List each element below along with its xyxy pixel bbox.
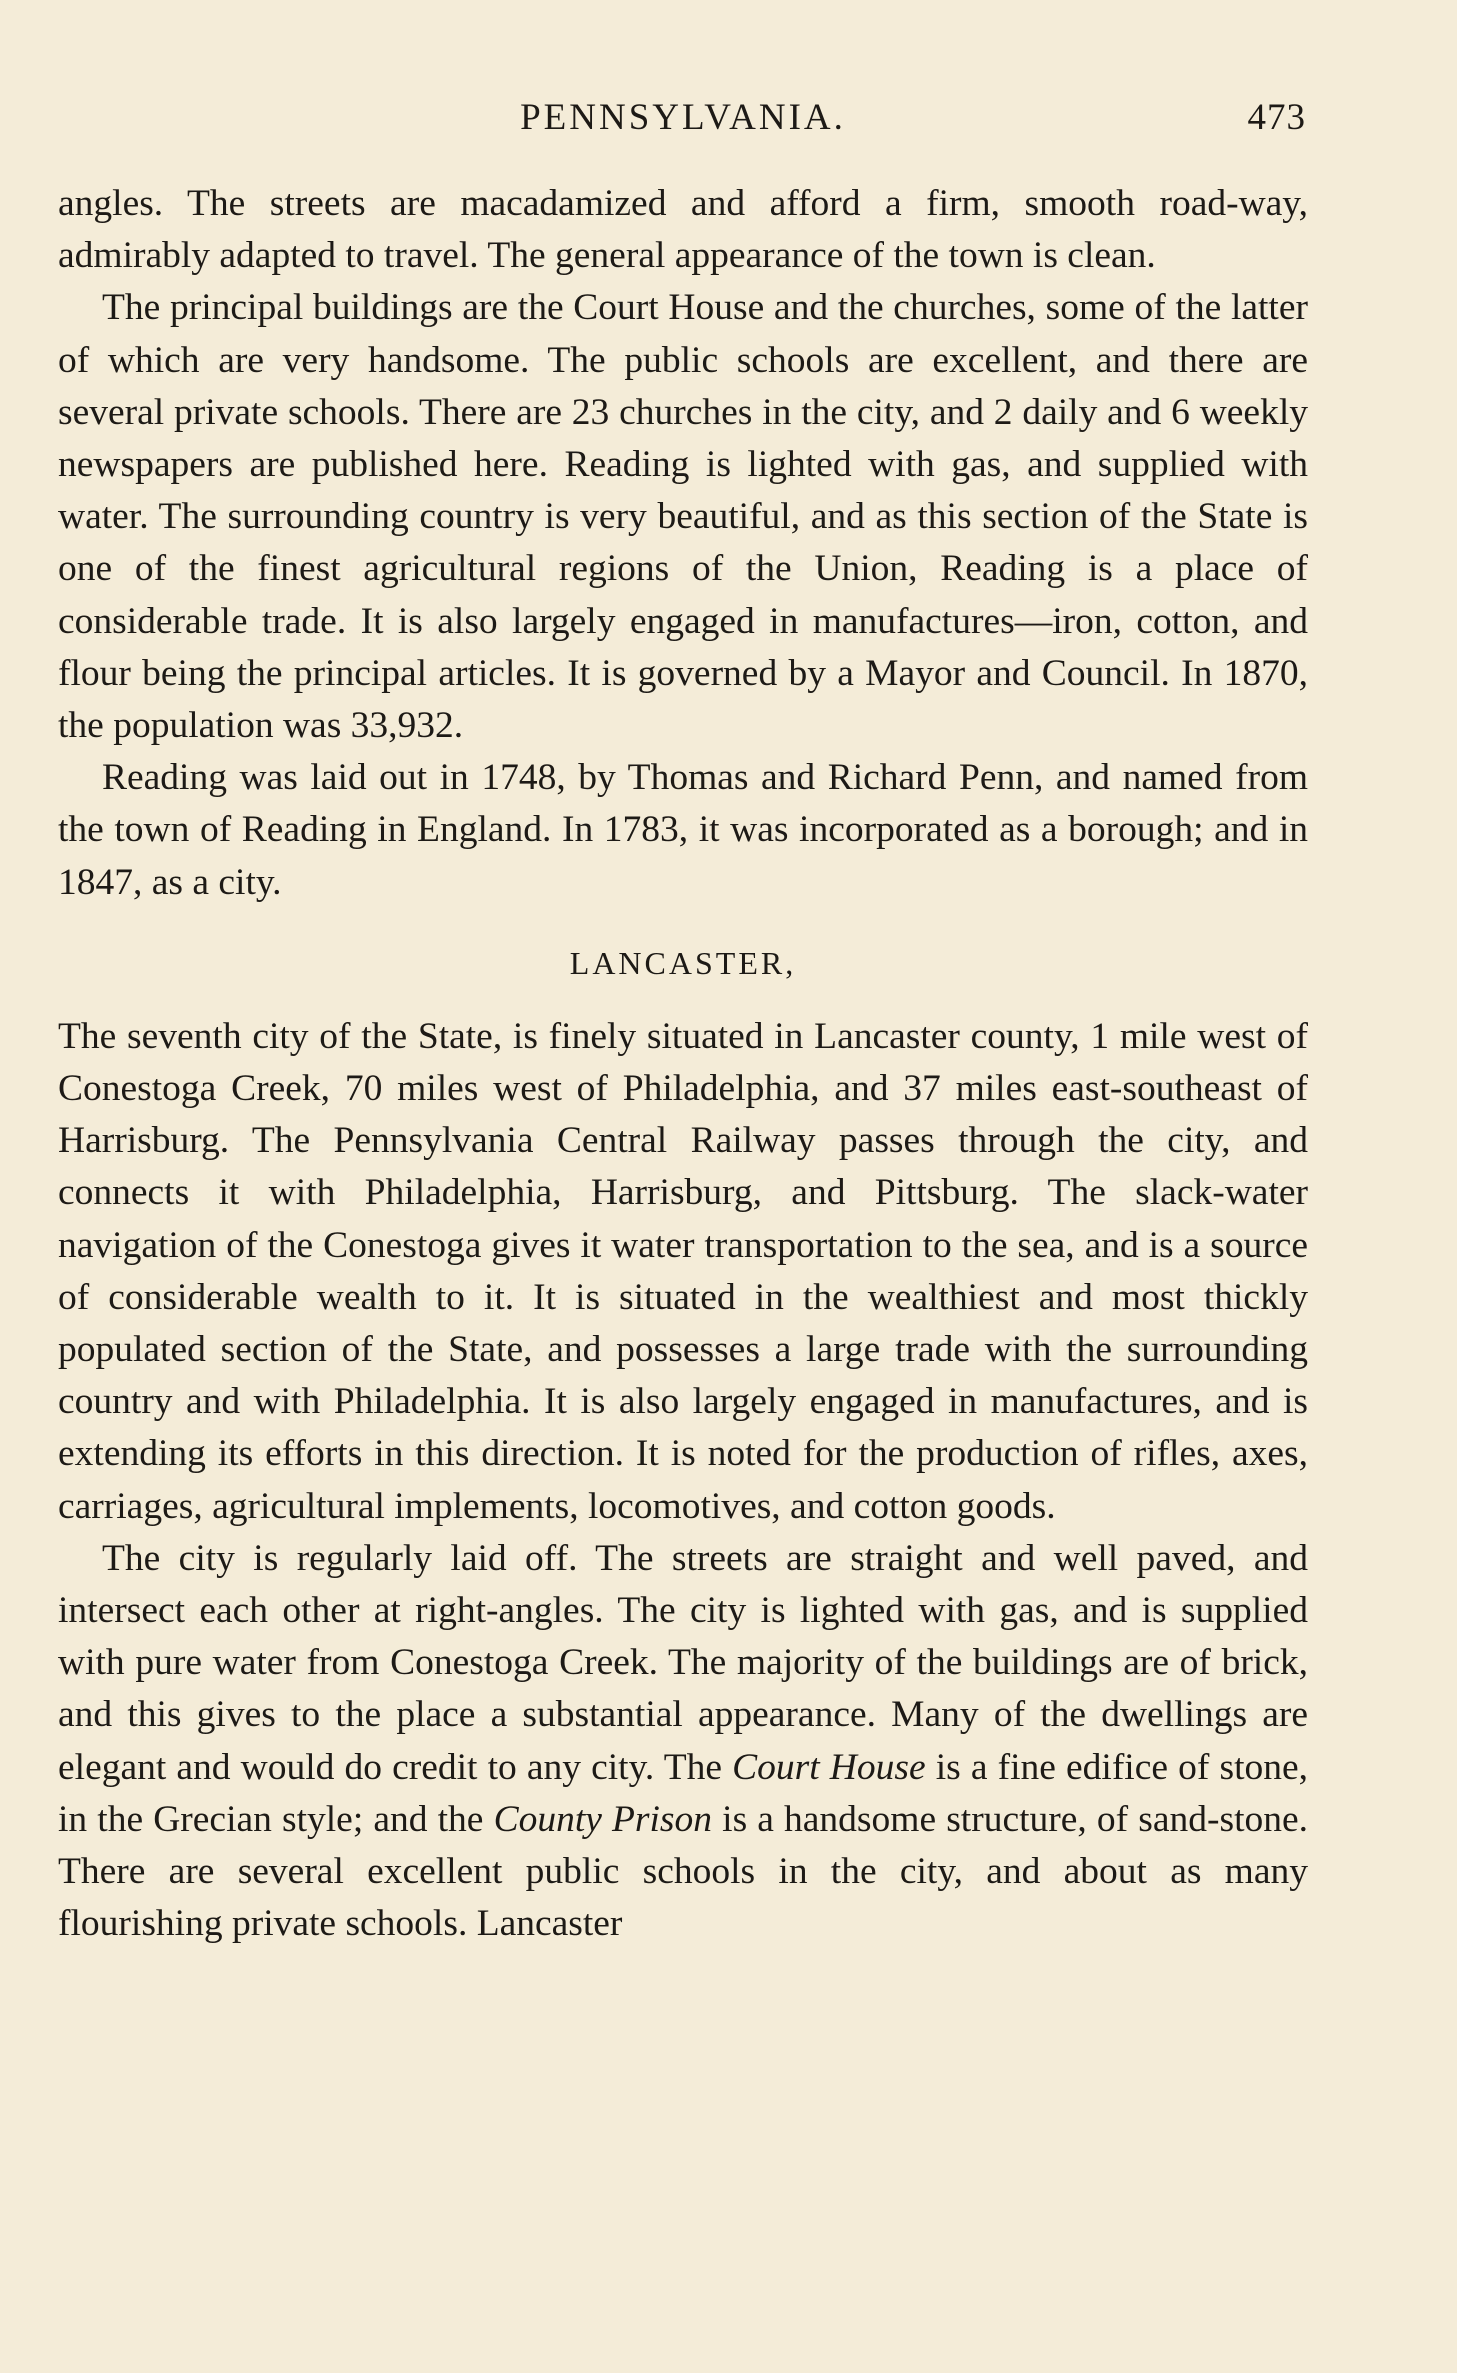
running-head — [58, 96, 1308, 152]
page-number: 473 — [1247, 97, 1306, 138]
italic-county-prison: County Prison — [493, 1798, 713, 1840]
italic-court-house: Court House — [732, 1746, 926, 1788]
paragraph-reading-buildings: The principal buildings are the Court House and the churches, some of the latter of which are very handsome. The public schools are excellent, and there are several private schools. There are 23 churches in the city, and 2 daily and 6 weekly newspapers are published here. Reading is lighted with gas, and supplied with water. The surrounding country is very beautiful, and as this section of the State is one of the finest agricultural regions of the Union, Reading is a place of considerable trade. It is also largely engaged in manufactures—iron, cotton, and flour being the principal articles. It is governed by a Mayor and Council. In 1870, the population was 33,932. — [58, 287, 1308, 747]
body-text — [58, 178, 1308, 1951]
paragraph-reading-history: Reading was laid out in 1748, by Thomas and Richard Penn, and named from the town of Reading in England. In 1783, it was incorporated as a borough; and in 1847, as a city. — [58, 757, 1308, 903]
text-run: is a fine edifice of stone, in the Grecian style; and the — [58, 1746, 1309, 1840]
paragraph-lancaster-city — [58, 1533, 1308, 1951]
running-head-title: PENNSYLVANIA. — [520, 97, 846, 138]
paragraph-lancaster-intro: The seventh city of the State, is finely situated in Lancaster county, 1 mile west of Conestoga Creek, 70 miles west of Philadelphia, and 37 miles east-southeast of Harrisburg. The Pennsylvania Central Railway passes through the city, and connects it with Philadelphia, Harrisburg, and Pittsburg. The slack-water navigation of the Conestoga gives it water transportation to the sea, and is a source of considerable wealth to it. It is situated in the wealthiest and most thickly populated section of the State, and possesses a large trade with the surrounding country and with Philadelphia. It is also largely engaged in manufactures, and is extending its efforts in this direction. It is noted for the production of rifles, axes, carriages, agricultural implements, locomotives, and cotton goods. — [58, 1015, 1308, 1527]
text-run: The city is regularly laid off. The streets are straight and well paved, and intersect each other at right-angles. The city is lighted with gas, and is supplied with pure water from Conestoga Creek. The majority of the buildings are of brick, and this gives to the place a substantial appearance. Many of the dwellings are elegant and would do credit to any city. The — [58, 1537, 1308, 1788]
text-run: is a handsome structure, of sand-stone. There are several excellent public schools in the city, and about as many flourishing private schools. Lancaster — [58, 1798, 1309, 1945]
section-heading: LANCASTER, — [569, 944, 797, 981]
book-page — [58, 96, 1308, 2336]
paragraph-continuation: angles. The streets are macadamized and afford a firm, smooth road-way, admirably adapted to travel. The general appearance of the town is clean. — [58, 183, 1308, 277]
